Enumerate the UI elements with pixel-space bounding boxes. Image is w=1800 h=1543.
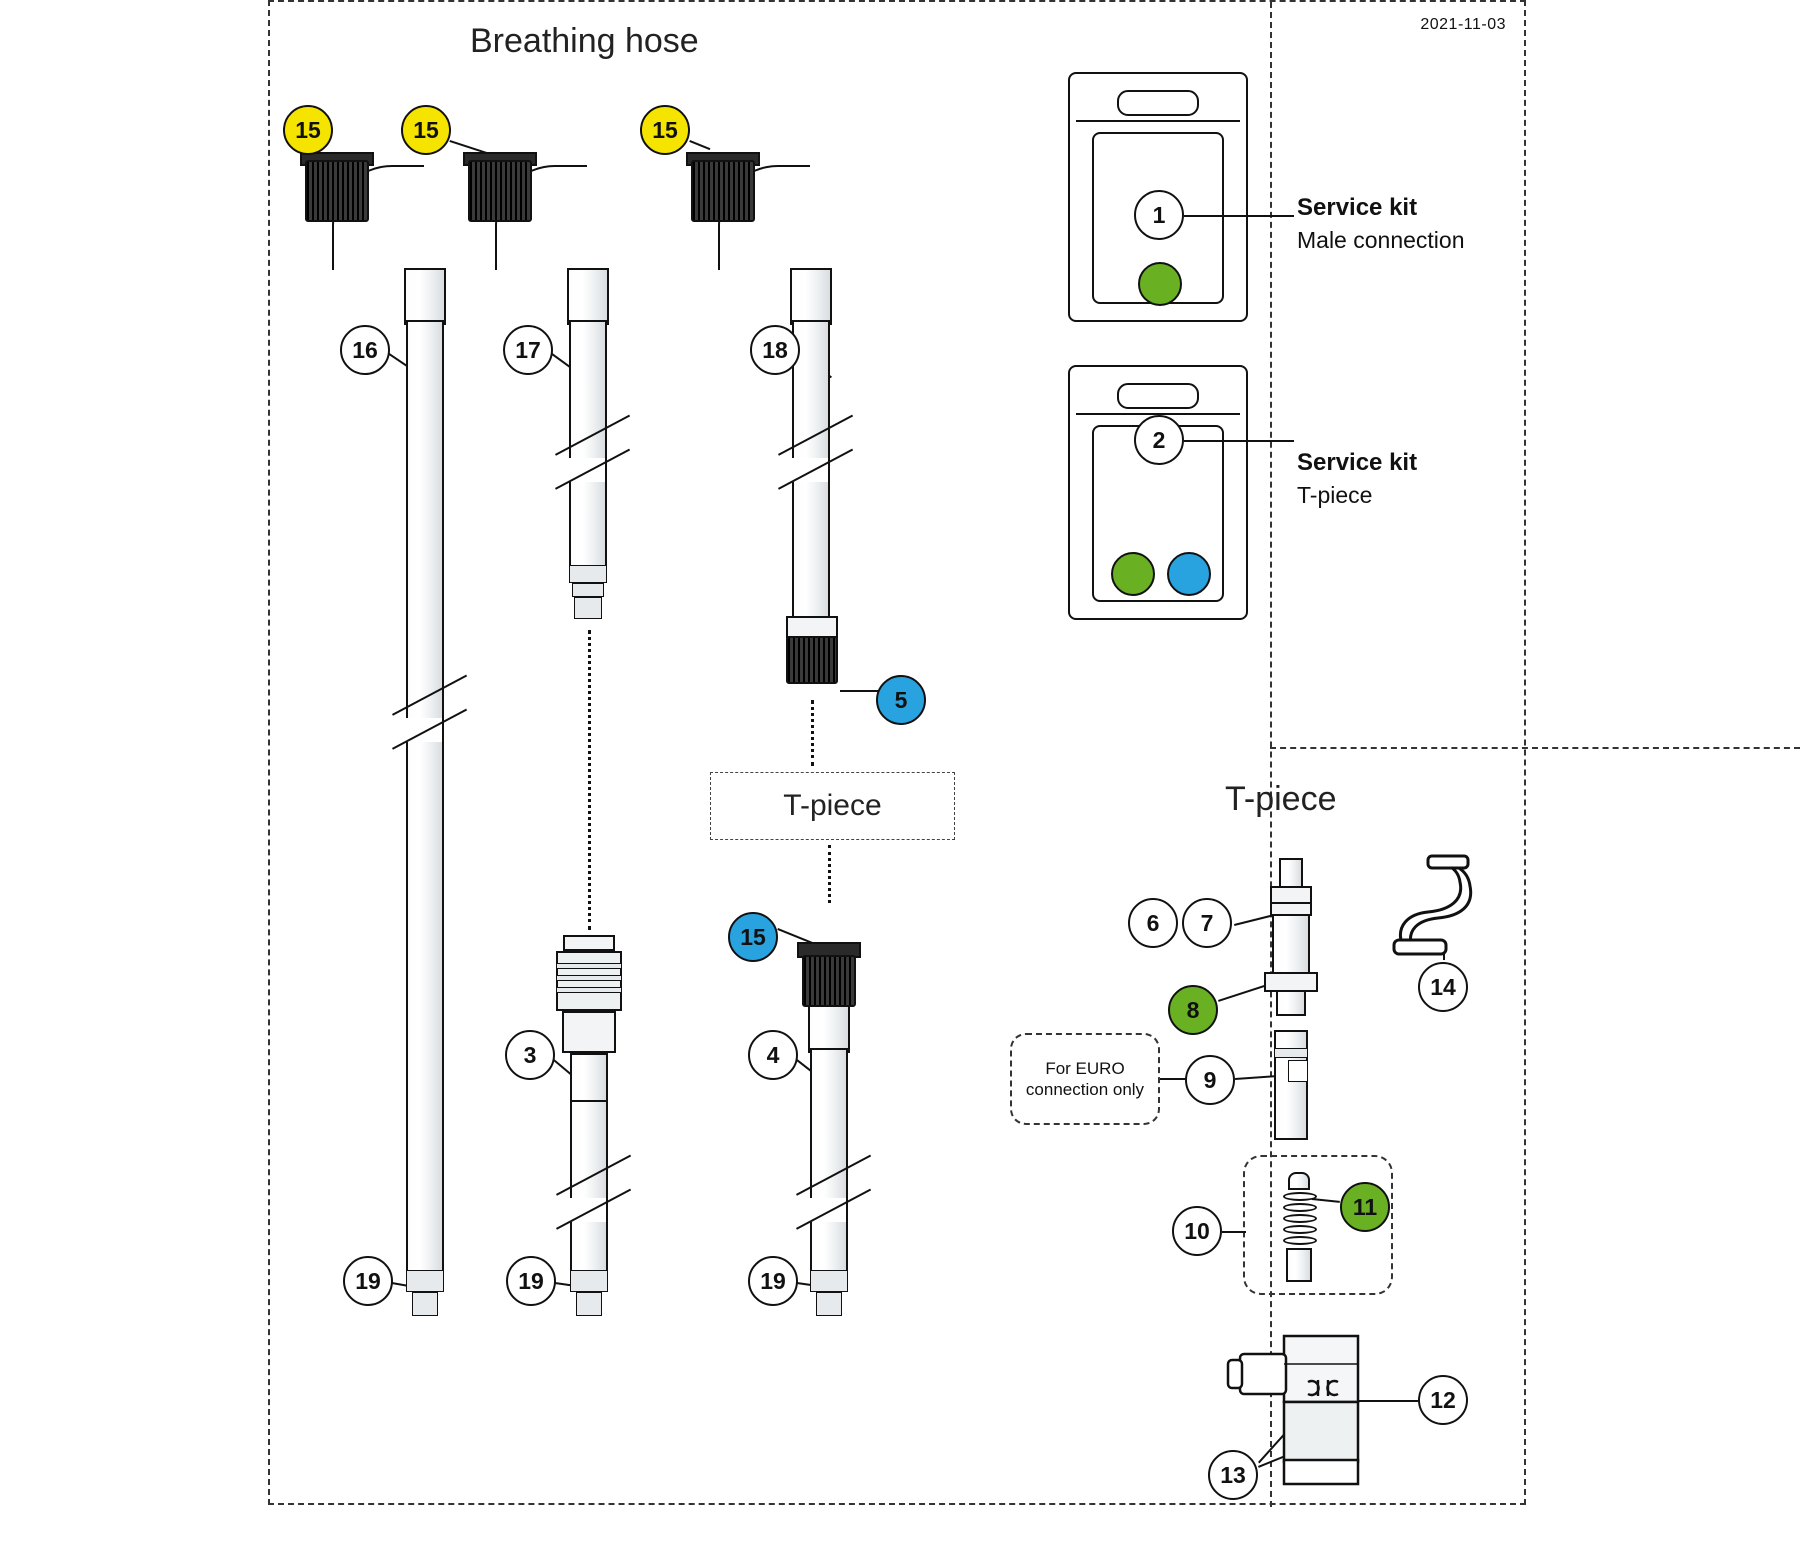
leader-2 bbox=[1184, 440, 1294, 442]
part3-body bbox=[556, 951, 622, 1011]
leader-1 bbox=[1184, 215, 1294, 217]
dotted-link-5-tbox bbox=[811, 700, 814, 766]
hose-end-tip-17 bbox=[576, 1292, 602, 1316]
callout-1[interactable]: 1 bbox=[1134, 190, 1184, 240]
valve-spring bbox=[1283, 1192, 1317, 1252]
break-mark-17b bbox=[548, 1180, 632, 1240]
nipple-flange bbox=[1264, 972, 1318, 992]
part4-end-band bbox=[810, 1270, 848, 1292]
kit-dot-green-2 bbox=[1111, 552, 1155, 596]
bag-hang-hole-1 bbox=[1117, 90, 1199, 116]
service-kit-2-subtitle: T-piece bbox=[1297, 482, 1373, 508]
nipple-stem bbox=[1276, 990, 1306, 1016]
part5-nut bbox=[786, 636, 838, 684]
part-14-clip bbox=[1388, 848, 1498, 960]
hose-coupling-band-17b bbox=[572, 583, 604, 597]
callout-6[interactable]: 6 bbox=[1128, 898, 1178, 948]
callout-9[interactable]: 9 bbox=[1185, 1055, 1235, 1105]
service-kit-2-title: Service kit bbox=[1297, 449, 1418, 476]
callout-19-part4[interactable]: 19 bbox=[748, 1256, 798, 1306]
callout-13[interactable]: 13 bbox=[1208, 1450, 1258, 1500]
valve-body bbox=[1286, 1248, 1312, 1282]
part3-hex bbox=[562, 1011, 616, 1053]
hose-ferrule-18 bbox=[790, 268, 832, 325]
insert-body bbox=[1274, 1030, 1308, 1140]
callout-11[interactable]: 11 bbox=[1340, 1182, 1390, 1232]
hose-end-tip-16 bbox=[412, 1292, 438, 1316]
callout-19-hose16[interactable]: 19 bbox=[343, 1256, 393, 1306]
hose-nut-18 bbox=[691, 160, 755, 222]
part5-collar bbox=[786, 616, 838, 638]
valve-head bbox=[1288, 1172, 1310, 1190]
break-mark-4 bbox=[788, 1180, 872, 1240]
callout-8[interactable]: 8 bbox=[1168, 985, 1218, 1035]
callout-2[interactable]: 2 bbox=[1134, 415, 1184, 465]
callout-18[interactable]: 18 bbox=[750, 325, 800, 375]
nipple-tip bbox=[1279, 858, 1303, 888]
break-mark-17 bbox=[547, 440, 631, 500]
hose-tube-16 bbox=[406, 320, 444, 1280]
bag-seam-1 bbox=[1076, 120, 1240, 122]
kit-dot-green-1 bbox=[1138, 262, 1182, 306]
part4-end-tip bbox=[816, 1292, 842, 1316]
callout-17[interactable]: 17 bbox=[503, 325, 553, 375]
callout-4[interactable]: 4 bbox=[748, 1030, 798, 1080]
callout-19-hose17[interactable]: 19 bbox=[506, 1256, 556, 1306]
callout-16[interactable]: 16 bbox=[340, 325, 390, 375]
euro-note-text: For EURO connection only bbox=[1025, 1058, 1145, 1099]
part4-ferrule bbox=[808, 1005, 850, 1053]
revision-date: 2021-11-03 bbox=[1420, 16, 1506, 33]
callout-15-hose16[interactable]: 15 bbox=[283, 105, 333, 155]
callout-15-hose17[interactable]: 15 bbox=[401, 105, 451, 155]
leader-10 bbox=[1222, 1231, 1246, 1233]
leader-euro-note bbox=[1160, 1078, 1186, 1080]
dotted-link-17-3 bbox=[588, 630, 591, 930]
callout-15-part4[interactable]: 15 bbox=[728, 912, 778, 962]
break-mark-18 bbox=[770, 440, 854, 500]
hose-coupling-tip-17 bbox=[574, 597, 602, 619]
nipple-body bbox=[1272, 914, 1310, 976]
part4-tube bbox=[810, 1048, 848, 1280]
part3-stem bbox=[570, 1053, 608, 1105]
part3-cap bbox=[563, 935, 615, 951]
leader-5 bbox=[840, 690, 878, 692]
service-kit-1-subtitle: Male connection bbox=[1297, 227, 1465, 253]
euro-connection-note bbox=[1010, 1033, 1160, 1125]
kit-dot-blue-2 bbox=[1167, 552, 1211, 596]
page-title-tpiece: T-piece bbox=[1225, 780, 1337, 818]
hose-end-band-17 bbox=[570, 1270, 608, 1292]
part4-nut bbox=[802, 955, 856, 1007]
callout-5[interactable]: 5 bbox=[876, 675, 926, 725]
hose-coupling-band-17a bbox=[569, 565, 607, 583]
tpiece-section-label: T-piece bbox=[710, 772, 955, 840]
nipple-ring-b bbox=[1270, 902, 1312, 916]
service-kit-1-title: Service kit bbox=[1297, 194, 1418, 221]
callout-3[interactable]: 3 bbox=[505, 1030, 555, 1080]
hose-nut-17 bbox=[468, 160, 532, 222]
callout-10[interactable]: 10 bbox=[1172, 1206, 1222, 1256]
callout-15-hose18[interactable]: 15 bbox=[640, 105, 690, 155]
hose-end-band-16 bbox=[406, 1270, 444, 1292]
dotted-link-tbox-4 bbox=[828, 845, 831, 903]
panel-divider-horizontal bbox=[1270, 747, 1800, 749]
hose-nut-16 bbox=[305, 160, 369, 222]
bag-hang-hole-2 bbox=[1117, 383, 1199, 409]
page-title-breathing-hose: Breathing hose bbox=[470, 22, 699, 60]
hose-ferrule-17 bbox=[567, 268, 609, 325]
callout-12[interactable]: 12 bbox=[1418, 1375, 1468, 1425]
callout-14[interactable]: 14 bbox=[1418, 962, 1468, 1012]
callout-7[interactable]: 7 bbox=[1182, 898, 1232, 948]
service-kit-bag-2 bbox=[1068, 365, 1248, 620]
hose-ferrule-16 bbox=[404, 268, 446, 325]
break-mark-16 bbox=[384, 700, 468, 760]
